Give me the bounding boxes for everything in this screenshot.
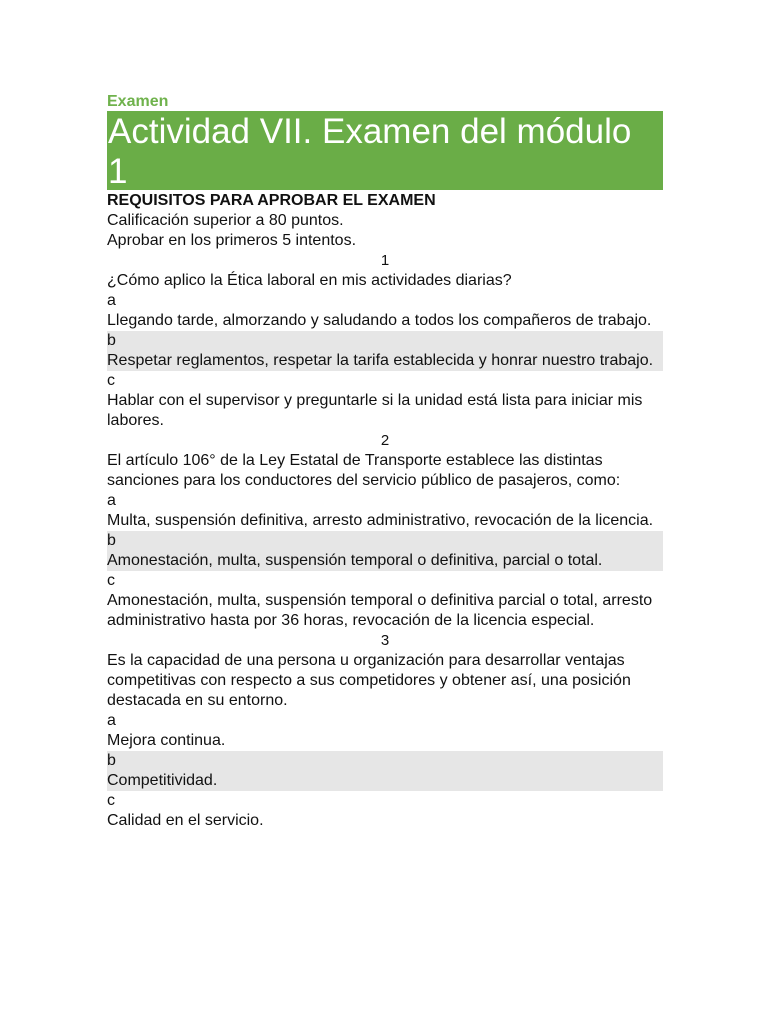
answer-option-c xyxy=(107,571,663,631)
answer-option-a xyxy=(107,491,663,531)
requirement-item: Aprobar en los primeros 5 intentos. xyxy=(107,232,357,249)
option-text: Amonestación, multa, suspensión temporal o definitiva, parcial o total. xyxy=(107,552,603,569)
option-letter: b xyxy=(107,332,116,349)
question-number: 3 xyxy=(380,632,390,649)
answer-option-b xyxy=(107,531,663,571)
page-title-line-1: Actividad VII. Examen del módulo xyxy=(108,112,632,151)
option-letter: a xyxy=(107,492,116,509)
question-1 xyxy=(107,251,663,431)
option-letter: c xyxy=(107,372,115,389)
answer-option-a xyxy=(107,711,663,751)
option-text: Mejora continua. xyxy=(107,732,226,749)
question-text: El artículo 106° de la Ley Estatal de Transporte establece las distintas sanciones para los conductores del servicio público de pasajeros, como: xyxy=(107,452,621,489)
option-text: Llegando tarde, almorzando y saludando a todos los compañeros de trabajo. xyxy=(107,312,652,329)
answer-option-c xyxy=(107,791,663,831)
question-text: Es la capacidad de una persona u organización para desarrollar ventajas competitivas con respecto a sus competidores y obtener así, una posición destacada en su entorno. xyxy=(107,652,631,709)
option-text: Amonestación, multa, suspensión temporal o definitiva parcial o total, arresto administrativo hasta por 36 horas, revocación de la licencia especial. xyxy=(107,592,653,629)
section-kicker: Examen xyxy=(107,93,169,110)
answer-option-a xyxy=(107,291,663,331)
option-text: Respetar reglamentos, respetar la tarifa establecida y honrar nuestro trabajo. xyxy=(107,352,654,369)
answer-option-b xyxy=(107,751,663,791)
requirements-heading: REQUISITOS PARA APROBAR EL EXAMEN xyxy=(107,192,436,209)
question-text: ¿Cómo aplico la Ética laboral en mis actividades diarias? xyxy=(107,272,512,289)
question-2 xyxy=(107,431,663,631)
answer-option-b xyxy=(107,331,663,371)
question-number: 1 xyxy=(380,252,390,269)
option-letter: a xyxy=(107,712,116,729)
answer-option-c xyxy=(107,371,663,431)
option-letter: b xyxy=(107,532,116,549)
option-letter: a xyxy=(107,292,116,309)
page-title xyxy=(107,111,663,190)
page-title-line-2: 1 xyxy=(108,152,128,190)
question-3 xyxy=(107,631,663,831)
option-text: Calidad en el servicio. xyxy=(107,812,264,829)
option-letter: c xyxy=(107,572,115,589)
exam-document xyxy=(107,92,663,831)
question-number: 2 xyxy=(380,432,390,449)
option-letter: c xyxy=(107,792,115,809)
requirement-item: Calificación superior a 80 puntos. xyxy=(107,212,344,229)
option-text: Hablar con el supervisor y preguntarle si la unidad está lista para iniciar mis labores. xyxy=(107,392,643,429)
option-text: Multa, suspensión definitiva, arresto administrativo, revocación de la licencia. xyxy=(107,512,654,529)
option-letter: b xyxy=(107,752,116,769)
option-text: Competitividad. xyxy=(107,772,218,789)
